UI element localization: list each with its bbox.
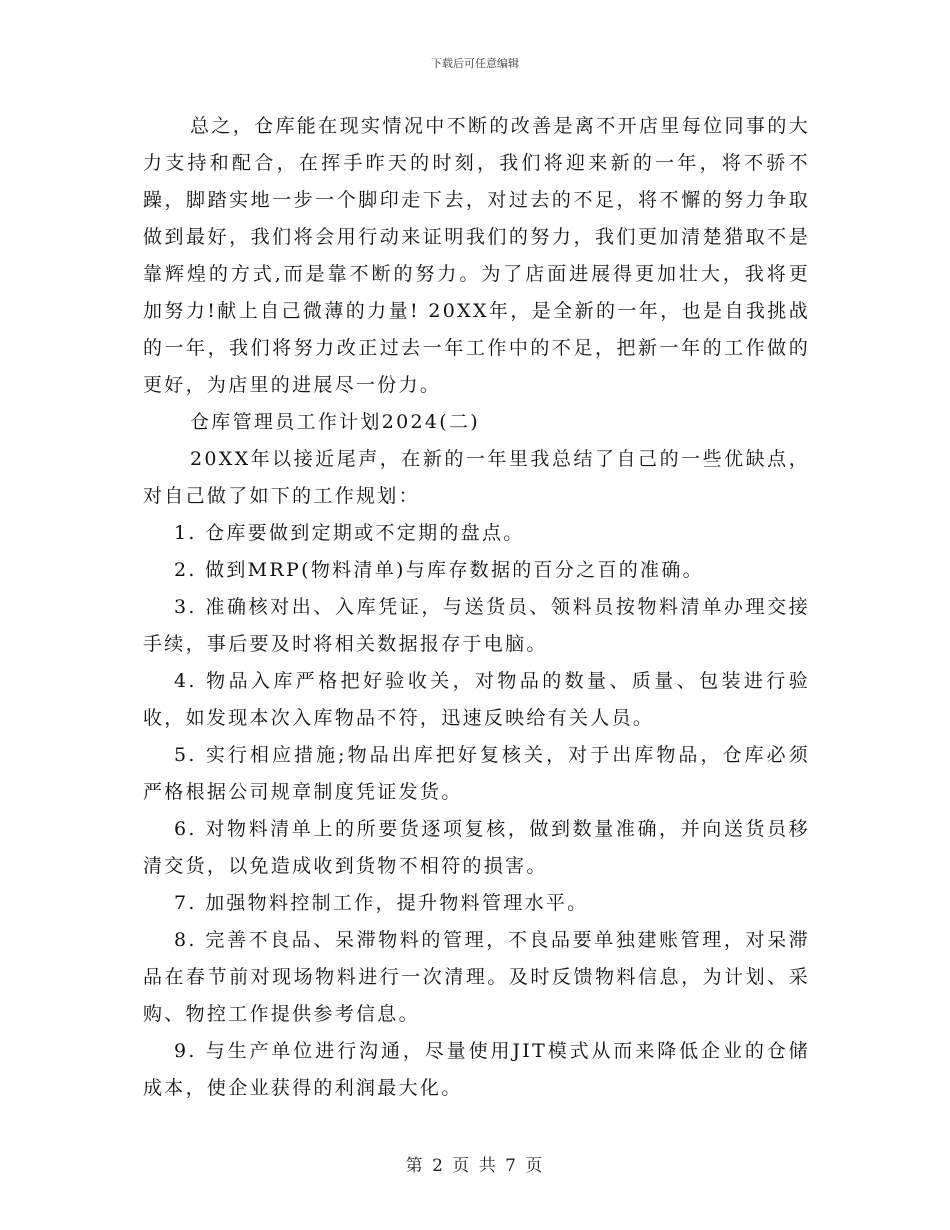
summary-paragraph: 总之，仓库能在现实情况中不断的改善是离不开店里每位同事的大力支持和配合，在挥手昨天的时刻，我们将迎来新的一年，将不骄不躁，脚踏实地一步一个脚印走下去，对过去的不足，将不懈的努力争取做到最好，我们将会用行动来证明我们的努力，我们更加清楚猎取不是靠辉煌的方式,而是靠不断的努力。为了店面进展得更加壮大，我将更加努力!献上自己微薄的力量! 20XX年，是全新的一年，也是自我挑战的一年，我们将努力改正过去一年工作中的不足，把新一年的工作做的更好，为店里的进展尽一份力。	[143, 115, 810, 396]
page-number: 第 2 页 共 7 页	[405, 1156, 545, 1176]
plan-item-8: 8. 完善不良品、呆滞物料的管理，不良品要单独建账管理，对呆滞品在春节前对现场物料进行一次清理。及时反馈物料信息，为计划、采购、物控工作提供参考信息。	[143, 929, 810, 1025]
plan-item-9: 9. 与生产单位进行沟通，尽量使用JIT模式从而来降低企业的仓储成本，使企业获得的利润最大化。	[143, 1040, 810, 1099]
intro-paragraph: 20XX年以接近尾声，在新的一年里我总结了自己的一些优缺点，对自己做了如下的工作规划：	[143, 448, 810, 507]
plan-item-7: 7. 加强物料控制工作，提升物料管理水平。	[174, 892, 589, 914]
plan-item-4: 4. 物品入库严格把好验收关，对物品的数量、质量、包装进行验收，如发现本次入库物品不符，迅速反映给有关人员。	[143, 670, 810, 729]
section-title: 仓库管理员工作计划2024(二)	[190, 411, 480, 433]
document-body	[143, 108, 810, 1107]
plan-item-6: 6. 对物料清单上的所要货逐项复核，做到数量准确，并向送货员移清交货，以免造成收到货物不相符的损害。	[143, 818, 810, 877]
plan-item-5: 5. 实行相应措施;物品出库把好复核关，对于出库物品，仓库必须严格根据公司规章制度凭证发货。	[143, 744, 810, 803]
plan-item-1: 1. 仓库要做到定期或不定期的盘点。	[174, 522, 525, 544]
page-header-note: 下载后可任意编辑	[431, 57, 519, 70]
plan-item-3: 3. 准确核对出、入库凭证，与送货员、领料员按物料清单办理交接手续，事后要及时将相关数据报存于电脑。	[143, 596, 810, 655]
plan-item-2: 2. 做到MRP(物料清单)与库存数据的百分之百的准确。	[174, 559, 704, 581]
